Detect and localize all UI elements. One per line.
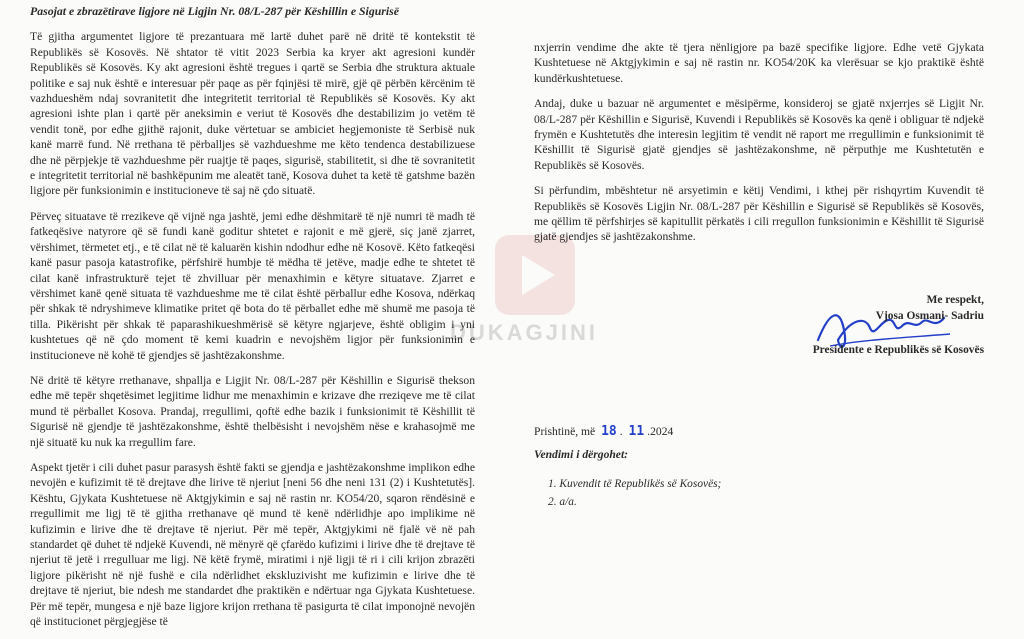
paragraph: nxjerrin vendime dhe akte të tjera nënligjore pa bazë specifike ligjore. Edhe vetë Gjykata Kushtetuese në Aktgjykimin e saj në rastin nr. KO54/20K ka vlerësuar se kjo praktikë është kundërkushtetuese.	[534, 41, 984, 85]
right-column	[534, 40, 984, 255]
paragraph: Në dritë të këtyre rrethanave, shpallja e Ligjit Nr. 08/L-287 për Këshillin e Sigurisë thekson edhe më tepër shqetësimet legjitime lidhur me menaxhimin e krizave dhe rreziqeve me të cilat mund të përballet Kosova. Prandaj, rregullimi, qoftë edhe bazik i funksionimit të Këshillit të Sigurisë në gjendje të jashtëzakonshme, është thelbësisht i nevojshëm nëse e krahasojmë me një situatë ku nuk ka rregullim fare.	[30, 373, 475, 449]
signatory-name: Vjosa Osmani- Sadriu	[875, 310, 984, 322]
distribution-item: 1. Kuvendit të Republikës së Kosovës;	[548, 478, 722, 490]
date-line: Prishtinë, më 18 . 11 .2024	[534, 424, 674, 439]
watermark-text: DUKAGJINI	[450, 320, 599, 345]
date-month: 11	[628, 424, 645, 439]
distribution-list	[548, 476, 721, 512]
paragraph: Përveç situatave të rrezikeve që vijnë nga jashtë, jemi edhe dëshmitarë të një numri të madh të fatkeqësive natyrore që së fundi kanë goditur shtetet e rajonit e më gjerë, siç janë zjarret, vërshimet, tërmetet etj., e të cilat në të kaluarën kishin ndodhur edhe në Kosovë. Këto fatkeqësi kanë pasur pasoja katastrofike, përfshirë humbje të mëdha të jetëve, madje edhe te shtetet të cilat kanë infrastrukturë tejet të zhvilluar për menaxhimin e këtyre situatave. Zjarret e vërshimet kanë qenë situata të vazhdueshme me të cilat është përballur edhe Kosova, ndërkaq për shkak të ndryshimeve klimatike pritet që bota do të përballet edhe më shumë me pasoja të tilla. Pikërisht për shkak të paparashikueshmërisë së këtyre ngjarjeve, është obligim i yni kushtetues që në çdo moment të kemi kuadrin e nevojshëm ligjor për funksionimin e institucioneve në kohë të gjendjes së jashtëzakonshme.	[30, 209, 475, 362]
date-year: .2024	[647, 425, 674, 438]
distribution-item: 2. a/a.	[548, 496, 577, 508]
distribution-heading: Vendimi i dërgohet:	[534, 448, 629, 461]
signatory-title: Presidente e Republikës së Kosovës	[812, 344, 984, 356]
paragraph: Aspekt tjetër i cili duhet pasur parasysh është fakti se gjendja e jashtëzakonshme implikon edhe nevojën e kufizimit të të drejtave dhe lirive të njeriut [neni 56 dhe neni 131 (2) i Kushtetutës]. Kështu, Gjykata Kushtetuese në Aktgjykimin e saj në rastin nr. KO54/20, sqaron rëndësinë e rregullimit me ligj të të gjitha rrethanave që mund të kenë ndërlidhje apo implikime në kufizimin e lirive dhe të drejtave të njeriut. Për më tepër, Aktgjykimi në fjalë vë në pah standardet që duhet të ndjekë Kuvendi, në mënyrë që çfarëdo kufizimi i lirive dhe të drejtave të njeriut të jetë i rregulluar me ligj. Në këtë frymë, miratimi i një ligji të ri i cili krijon zbrazëti ligjore pikërisht në një fushë e cila ndërlidhet ekskluzivisht me kufizimin e lirive dhe të drejtave të njeriut, bie ndesh me standardet dhe praktikën e ndërtuar nga Gjykata Kushtetuese. Për më tepër, mungesa e një baze ligjore krijon rrethana të pasigurta të cilat imponojnë nevojën që institucionet përgjegjëse të	[30, 460, 475, 629]
paragraph: Të gjitha argumentet ligjore të prezantuara më lartë duhet parë në dritë të kontekstit të Republikës së Kosovës. Në shtator të vitit 2023 Serbia ka kryer akt agresioni kundër Republikës së Kosovës. Ky akt agresioni është tregues i qartë se Serbia dhe struktura aktuale politike e saj nuk është e interesuar për paqe as për fqinjësi të mirë, gjë që përbën kërcënim të vazhdueshëm ndaj sovranitetit dhe integritetit territorial të Republikës së Kosovës. Ky akt agresioni ishte plan i qartë për aneksimin e veriut të Kosovës dhe destabilizim jo vetëm të vendit tonë, por edhe gjithë rajonit, duke vërtetuar se ambiciet hegjemoniste të Serbisë nuk kanë marrë fund. Në rrethana të përballjes së vazhdueshme me këto tendenca destabilizuese dhe në përpjekje të vazhdueshme për ruajtje të paqes, sigurisë, stabilitetit, si dhe të sovranitetit e integritetit territorial në bashkëpunim me aleatët tanë, Kosova duhet ta ketë të gatshme bazën ligjore për funksionimin e institucioneve të saj në çdo situatë.	[30, 30, 475, 198]
date-prefix: Prishtinë, më	[534, 425, 596, 438]
paragraph: Andaj, duke u bazuar në argumentet e mësipërme, konsideroj se gjatë nxjerrjes së Ligjit Nr. 08/L-287 për Këshillin e Sigurisë, Kuvendi i Republikës së Kosovës ka qenë i obliguar të ndjekë frymën e Kushtetutës dhe interesin legjitim të vendit në raport me rregullimin e funksionimit të Këshillit të Sigurisë gjatë gjendjes së jashtëzakonshme, në përputhje me Kushtetutën e Republikës së Kosovës.	[534, 97, 984, 172]
date-day: 18	[601, 424, 617, 439]
section-heading: Pasojat e zbrazëtirave ligjore në Ligjin Nr. 08/L-287 për Këshillin e Sigurisë	[30, 4, 399, 18]
salutation: Me respekt,	[926, 294, 984, 306]
left-column	[30, 4, 475, 639]
paragraph: Si përfundim, mbështetur në arsyetimin e këtij Vendimi, i kthej për rishqyrtim Kuvendit të Republikës së Kosovës Ligjin Nr. 08/L-287 për Këshillin e Sigurisë së Republikës së Kosovës, me qëllim të përfshirjes së kapitullit përkatës i cili rregullon funksionimin e Këshillit të Sigurisë gjatë gjendjes së jashtëzakonshme.	[534, 184, 984, 244]
closing-block	[760, 292, 984, 358]
